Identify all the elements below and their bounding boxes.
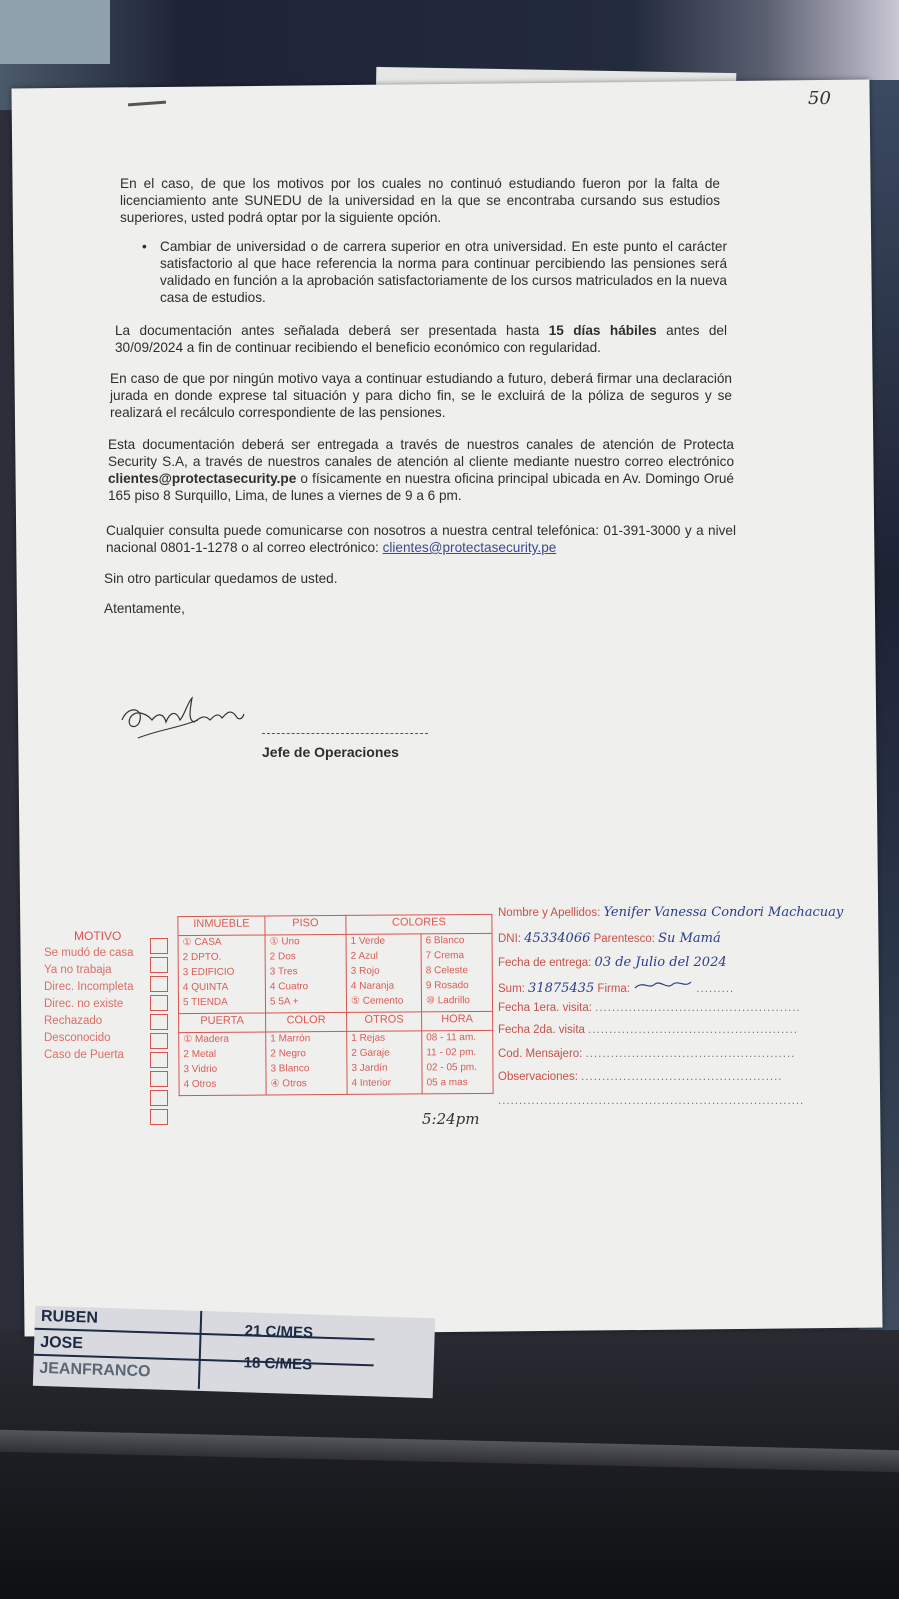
- mensajero-dots: ..................................................: [585, 1048, 796, 1060]
- bullet-icon: •: [142, 239, 147, 254]
- stamp-table: [177, 914, 493, 1096]
- dni-value: 45334066: [524, 931, 591, 946]
- sum-value: 31875435: [528, 981, 595, 996]
- motivo-item: Direc. no existe: [44, 998, 124, 1010]
- motivo-list: [44, 945, 134, 1064]
- paragraph-consulta: [106, 522, 736, 556]
- row-observaciones: [498, 1071, 782, 1083]
- option: 3 Jardín: [351, 1062, 388, 1074]
- plazo-text-a: La documentación antes señalada deberá ser presentada hasta: [115, 323, 549, 338]
- canales-text-a: Esta documentación deberá ser entregada a través de nuestros canales de atención de Protecta Security S.A, a través de nuestros canales de atención al cliente mediante nuestro correo electrónico: [108, 437, 734, 469]
- note-rule: [35, 1328, 375, 1341]
- option: 1 Rejas: [351, 1032, 386, 1044]
- sum-label: Sum:: [498, 983, 525, 995]
- motivo-checkbox: [150, 995, 168, 1011]
- header-hora: HORA: [422, 1011, 493, 1030]
- row-nombre: [498, 905, 843, 920]
- header-puerta: PUERTA: [179, 1013, 266, 1033]
- option: ⑤ Cemento: [350, 995, 404, 1007]
- row-visita2: [498, 1024, 798, 1036]
- signature-role: Jefe de Operaciones: [262, 744, 399, 760]
- fecha-value: 03 de Julio del 2024: [594, 955, 727, 970]
- option: 4 Otros: [183, 1078, 217, 1091]
- header-otros: OTROS: [347, 1012, 422, 1032]
- option: 2 Negro: [270, 1048, 306, 1060]
- color-options: [266, 1031, 347, 1095]
- plazo-bold: 15 días hábiles: [548, 323, 657, 338]
- option: 3 EDIFICIO: [182, 966, 235, 979]
- motivo-checkbox: [150, 1090, 168, 1106]
- firma-scribble: [633, 978, 693, 992]
- handwritten-time: 5:24pm: [422, 1110, 480, 1128]
- option: 02 - 05 pm.: [426, 1062, 478, 1074]
- salutation: Atentamente,: [104, 601, 185, 616]
- motivo-checkbox: [150, 976, 168, 992]
- nombre-label: Nombre y Apellidos:: [498, 907, 601, 919]
- note-value: 21 C/MES: [244, 1322, 314, 1342]
- signature-line: [262, 733, 428, 734]
- motivo-checkbox: [150, 1109, 168, 1125]
- visita1-label: Fecha 1era. visita:: [498, 1002, 592, 1014]
- colores-options-a: [346, 934, 422, 1013]
- option: 3 Vidrio: [183, 1063, 218, 1076]
- parentesco-label: Parentesco:: [593, 933, 655, 945]
- otros-options: [347, 1031, 422, 1095]
- option: 2 Azul: [350, 950, 378, 962]
- row-fecha: [498, 955, 727, 970]
- plazo-text-b: antes del 30/09/2024 a fin de continuar recibiendo el beneficio económico con regularidad.: [115, 323, 727, 355]
- header-colores: COLORES: [346, 914, 492, 934]
- option: 8 Celeste: [425, 965, 469, 977]
- option: 1 Verde: [350, 935, 386, 947]
- motivo-item: Ya no trabaja: [44, 964, 112, 976]
- row-extra: [498, 1095, 804, 1107]
- background-photo: [0, 0, 110, 64]
- row-mensajero: [498, 1048, 795, 1060]
- motivo-item: Direc. Incompleta: [44, 981, 134, 993]
- option: 05 a mas: [426, 1077, 468, 1089]
- visita2-dots: ..................................................: [588, 1024, 798, 1036]
- row-sum: [498, 978, 734, 996]
- motivo-checkbox: [150, 938, 168, 954]
- motivo-checkbox: [150, 1071, 168, 1087]
- row-dni: [498, 931, 721, 946]
- bullet-item: [142, 238, 727, 306]
- extra-dots: .........................................................................: [498, 1095, 805, 1107]
- motivo-item: Rechazado: [44, 1015, 103, 1027]
- paragraph-canales: [108, 436, 734, 504]
- mensajero-label: Cod. Mensajero:: [498, 1048, 583, 1060]
- motivo-item: Caso de Puerta: [44, 1049, 124, 1061]
- option: ⑩ Ladrillo: [425, 995, 470, 1007]
- note-divider: [198, 1311, 202, 1389]
- note-name: JOSE: [39, 1333, 84, 1353]
- option: 2 Dos: [269, 951, 296, 963]
- option: 3 Tres: [269, 966, 298, 978]
- header-inmueble: INMUEBLE: [178, 916, 265, 936]
- option: ① Uno: [269, 936, 300, 948]
- motivo-checkbox: [150, 1033, 168, 1049]
- paragraph-plazo: [115, 322, 727, 356]
- observaciones-dots: ................................................: [581, 1071, 783, 1083]
- motivo-checkbox: [150, 957, 168, 973]
- option: 11 - 02 pm.: [426, 1047, 477, 1059]
- option: 4 Naranja: [350, 980, 395, 992]
- option: 2 Garaje: [351, 1047, 390, 1059]
- closing-line: Sin otro particular quedamos de usted.: [104, 571, 338, 586]
- option: 3 Blanco: [270, 1063, 310, 1075]
- dni-label: DNI:: [498, 933, 521, 945]
- option: 08 - 11 am.: [426, 1032, 477, 1044]
- fecha-label: Fecha de entrega:: [498, 957, 592, 969]
- nombre-value: Yenifer Vanessa Condori Machacuay: [603, 905, 844, 920]
- motivo-item: Se mudó de casa: [44, 947, 134, 959]
- option: 4 Cuatro: [269, 981, 309, 993]
- firma-dots: .........: [696, 983, 735, 995]
- option: ① Madera: [183, 1033, 229, 1046]
- option: 3 Rojo: [350, 965, 380, 977]
- underlying-note: [33, 1306, 435, 1399]
- option: ④ Otros: [270, 1078, 307, 1090]
- option: 5 5A +: [269, 996, 299, 1008]
- email-bold: clientes@protectasecurity.pe: [108, 471, 297, 486]
- puerta-options: [179, 1032, 266, 1096]
- observaciones-label: Observaciones:: [498, 1071, 578, 1083]
- option: 7 Crema: [425, 950, 465, 962]
- note-name: RUBEN: [40, 1307, 99, 1327]
- option: ① CASA: [182, 936, 222, 949]
- row-visita1: [498, 1002, 801, 1014]
- motivo-item: Desconocido: [44, 1032, 111, 1044]
- hora-options: [422, 1030, 493, 1093]
- option: 9 Rosado: [425, 980, 469, 992]
- handwritten-page-number: 50: [808, 88, 831, 109]
- option: 5 TIENDA: [182, 996, 228, 1009]
- note-value: 18 C/MES: [243, 1354, 313, 1374]
- note-name: JEANFRANCO: [39, 1359, 151, 1381]
- option: 6 Blanco: [425, 935, 465, 947]
- option: 2 Metal: [183, 1048, 217, 1061]
- parentesco-value: Su Mamá: [658, 931, 721, 946]
- handwritten-signature: [118, 690, 248, 750]
- option: 4 Interior: [351, 1077, 392, 1089]
- bullet-text: Cambiar de universidad o de carrera superior en otra universidad. En este punto el carácter satisfactorio al que hace referencia la norma para continuar percibiendo las pensiones será validado en función a la aprobación satisfactoriamente de los cursos matriculados en la nueva casa de estudios.: [160, 239, 727, 305]
- motivo-checkbox: [150, 1052, 168, 1068]
- piso-options: [265, 934, 347, 1013]
- email-link[interactable]: clientes@protectasecurity.pe: [382, 540, 557, 555]
- option: 2 DPTO.: [182, 951, 222, 964]
- option: 4 QUINTA: [182, 981, 229, 994]
- canales-text-b: o físicamente en nuestra oficina principal ubicada en Av. Domingo Orué 165 piso 8 Surquillo, Lima, de lunes a viernes de 9 a 6 pm.: [108, 471, 734, 503]
- motivo-checkboxes: [150, 938, 168, 1128]
- header-piso: PISO: [265, 915, 346, 935]
- motivo-title: MOTIVO: [74, 929, 122, 943]
- option: 1 Marrón: [270, 1033, 311, 1045]
- paragraph-licenciamiento: En el caso, de que los motivos por los cuales no continuó estudiando fueron por la falta de licenciamiento ante SUNEDU de la universidad en la que se encontraba cursando sus estudios superiores, usted podrá optar por la siguiente opción.: [120, 176, 720, 225]
- firma-label: Firma:: [597, 983, 631, 995]
- motivo-checkbox: [150, 1014, 168, 1030]
- consulta-text: Cualquier consulta puede comunicarse con nosotros a nuestra central telefónica: 01-391-3000 y a nivel nacional 0801-1-1278 o al correo electrónico:: [106, 523, 736, 555]
- visita1-dots: .................................................: [595, 1002, 801, 1014]
- colores-options-b: [421, 933, 493, 1011]
- header-color: COLOR: [266, 1012, 347, 1032]
- paragraph-declaracion: En caso de que por ningún motivo vaya a continuar estudiando a futuro, deberá firmar una declaración jurada en donde exprese tal situación y para dicho fin, se le excluirá de la póliza de seguros y se realizará el recálculo correspondiente de las pensiones.: [110, 371, 732, 420]
- inmueble-options: [178, 935, 266, 1014]
- visita2-label: Fecha 2da. visita: [498, 1024, 585, 1036]
